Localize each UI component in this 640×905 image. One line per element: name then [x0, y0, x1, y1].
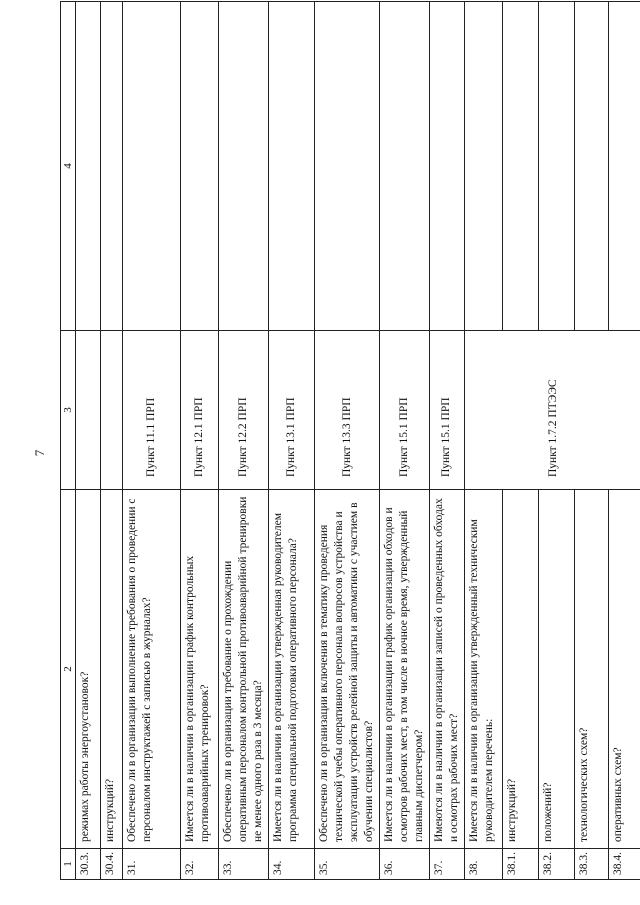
- header-col-4: 4: [61, 2, 76, 331]
- row-reference: [101, 331, 123, 490]
- row-question: оперативных схем?: [608, 490, 640, 849]
- row-question: инструкций?: [101, 490, 123, 849]
- header-col-3: 3: [61, 331, 76, 490]
- row-number: 38.3.: [574, 849, 608, 880]
- row-reference: Пункт 11.1 ПРП: [123, 331, 181, 490]
- row-reference: [76, 331, 101, 490]
- table-row: [429, 2, 464, 880]
- table-row: [219, 2, 269, 880]
- row-note: [123, 2, 181, 331]
- table-row: [269, 2, 315, 880]
- row-number: 32.: [181, 849, 219, 880]
- row-reference: Пункт 12.2 ПРП: [219, 331, 269, 490]
- table-row: [315, 2, 380, 880]
- row-note: [315, 2, 380, 331]
- table-row: [181, 2, 219, 880]
- row-note: [429, 2, 464, 331]
- row-number: 38.: [464, 849, 502, 880]
- row-number: 31.: [123, 849, 181, 880]
- row-number: 37.: [429, 849, 464, 880]
- row-note: [502, 2, 538, 331]
- table-row: [76, 2, 101, 880]
- table-row: [464, 2, 502, 880]
- row-question: Имеется ли в наличии в организации утвержденная руководителем программа специальной подготовки оперативного персонала?: [269, 490, 315, 849]
- row-number: 38.1.: [502, 849, 538, 880]
- table-row: [123, 2, 181, 880]
- row-question: положений?: [538, 490, 574, 849]
- checklist-table: [60, 1, 640, 880]
- row-note: [574, 2, 608, 331]
- row-number: 38.2.: [538, 849, 574, 880]
- row-number: 30.4.: [101, 849, 123, 880]
- table-header-row: [61, 2, 76, 880]
- row-number: 33.: [219, 849, 269, 880]
- row-question: Имеется ли в наличии в организации график контрольных противоаварийных тренировок?: [181, 490, 219, 849]
- row-question: Обеспечено ли в организации выполнение требования о проведении с персоналом инструктажей с записью в журналах?: [123, 490, 181, 849]
- row-question: Имеется ли в наличии в организации утвержденный техническим руководителем перечень:: [464, 490, 502, 849]
- row-question: технологических схем?: [574, 490, 608, 849]
- row-note: [464, 2, 502, 331]
- header-col-2: 2: [61, 490, 76, 849]
- row-note: [101, 2, 123, 331]
- row-question: Имеются ли в наличии в организации записей о проведенных обходах и осмотрах рабочих мест?: [429, 490, 464, 849]
- row-reference-merged: Пункт 1.7.2 ПТЭЭС: [464, 331, 640, 490]
- row-number: 34.: [269, 849, 315, 880]
- row-question: режимах работы энергоустановок?: [76, 490, 101, 849]
- rotated-table-container: [60, 60, 624, 880]
- row-note: [379, 2, 429, 331]
- row-question: инструкций?: [502, 490, 538, 849]
- row-note: [608, 2, 640, 331]
- row-reference: Пункт 15.1 ПРП: [429, 331, 464, 490]
- row-number: 35.: [315, 849, 380, 880]
- row-number: 30.3.: [76, 849, 101, 880]
- header-col-1: 1: [61, 849, 76, 880]
- table-row: [101, 2, 123, 880]
- row-note: [181, 2, 219, 331]
- row-reference: Пункт 13.1 ПРП: [269, 331, 315, 490]
- row-question: Обеспечено ли в организации требование о прохождении оперативным персоналом контрольной противоаварийной тренировки не менее одного раза в 3 месяца?: [219, 490, 269, 849]
- row-reference: Пункт 15.1 ПРП: [379, 331, 429, 490]
- row-number: 38.4.: [608, 849, 640, 880]
- row-question: Обеспечено ли в организации включения в тематику проведения технической учебы оперативного персонала вопросов устройства и эксплуатации устройств релейной защиты и автоматики с участием в обучении специалистов?: [315, 490, 380, 849]
- row-reference: Пункт 12.1 ПРП: [181, 331, 219, 490]
- row-question: Имеется ли в наличии в организации график организации обходов и осмотров рабочих мест, в том числе в ночное время, утвержденный главным диспетчером?: [379, 490, 429, 849]
- row-number: 36.: [379, 849, 429, 880]
- row-note: [269, 2, 315, 331]
- page-number: 7: [32, 449, 47, 457]
- row-note: [219, 2, 269, 331]
- row-note: [76, 2, 101, 331]
- row-note: [538, 2, 574, 331]
- row-reference: Пункт 13.3 ПРП: [315, 331, 380, 490]
- table-row: [379, 2, 429, 880]
